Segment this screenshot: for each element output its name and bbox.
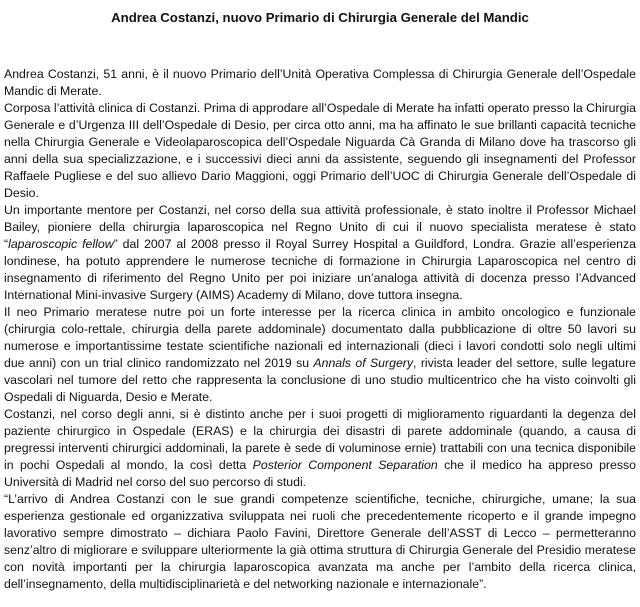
fellowship-title: laparoscopic fellow	[8, 237, 114, 251]
projects-text-start: Costanzi, nel corso degli anni, si è distinto anche per i suoi progetti di miglioramento riguardanti la degenza del paziente chirurgico in Ospedale (ERAS) e la chirurgia dei disastri di parete addominale (quando, a causa di pregressi interventi chirurgici addominali, la parete è sede di voluminose ernie) trattabili con una tecnica disponibile in pochi Ospedali al mondo, la così detta	[4, 407, 636, 472]
mentor-text-start: Un importante mentore per Costanzi, nel corso della sua attività professionale, è stato inoltre il Professor Michael Bailey, pioniere della chirurgia laparoscopica nel Regno Unito di cui il nuovo specialista meratese è stato “	[4, 203, 636, 251]
research-text-end: , rivista leader del settore, sulle legature vascolari nel tumore del retto che rappresenta la conclusione di uno studio multicentrico che ha visto coinvolti gli Ospedali di Niguarda, Desio e Merate.	[4, 356, 637, 404]
paragraph-intro: Andrea Costanzi, 51 anni, è il nuovo Primario dell’Unità Operativa Complessa di Chirurgia Generale dell’Ospedale Mandic di Merate.	[4, 67, 636, 98]
technique-name: Posterior Component Separation	[252, 458, 438, 472]
paragraph-quote: “L’arrivo di Andrea Costanzi con le sue grandi competenze scientifiche, tecniche, chirurgiche, umane; la sua esperienza gestionale ed organizzativa sviluppata nei ruoli che precedentemente ricoperto e il grande impegno lavorativo sempre dimostrato – dichiara Paolo Favini, Direttore Generale dell’ASST di Lecco – permetteranno senz’altro di migliorare e sviluppare ulteriormente la già ottima struttura di Chirurgia Generale del Presidio meratese con novità importanti per la chirurgia laparoscopica avanzata ma anche per l’ambito della ricerca clinica, dell’insegnamento, della multidisciplinarietà e del networking nazionale e internazionale”.	[4, 492, 636, 591]
mentor-text-end: ” dal 2007 al 2008 presso il Royal Surrey Hospital a Guildford, Londra. Grazie all’esperienza londinese, ha potuto apprendere le numerose tecniche di formazione in Chirurgia Laparoscopica nel centro di insegnamento di riferimento del Regno Unito per poi iniziare un’analoga attività di docenza presso l’Advanced International Mini-invasive Surgery (AIMS) Academy di Milano, dove tuttora insegna.	[4, 237, 636, 302]
paragraph-mentor	[4, 202, 636, 304]
article-title: Andrea Costanzi, nuovo Primario di Chirurgia Generale del Mandic	[111, 10, 529, 25]
paragraph-career: Corposa l’attività clinica di Costanzi. Prima di approdare all’Ospedale di Merate ha infatti operato presso la Chirurgia Generale e d’Urgenza III dell’Ospedale di Desio, per circa otto anni, ma ha affinato le sue brillanti capacità tecniche nella Chirurgia Generale e Videolaparoscopica dell’Ospedale Niguarda Cà Granda di Milano dove ha trascorso gli anni della sua specializzazione, e i successivi dieci anni da assistente, seguendo gli insegnamenti del Professor Raffaele Pugliese e del suo allievo Dario Maggioni, oggi Primario dell’UOC di Chirurgia Generale dell’Ospedale di Desio.	[4, 101, 636, 200]
research-text-start: Il neo Primario meratese nutre poi un forte interesse per la ricerca clinica in ambito oncologico e funzionale (chirurgia colo-rettale, chirurgia della parete addominale) documentato dalla pubblicazione di oltre 50 lavori su numerose e importantissime testate scientifiche nazionali ed internazionali (dieci i lavori condotti solo negli ultimi due anni) con un trial clinico randomizzato nel 2019 su	[4, 305, 636, 370]
journal-name: Annals of Surgery	[313, 356, 414, 370]
paragraph-projects	[4, 406, 636, 491]
paragraph-research	[4, 304, 636, 406]
projects-text-end: che il medico ha appreso presso Università di Madrid nel corso del suo percorso di studi.	[4, 458, 636, 489]
